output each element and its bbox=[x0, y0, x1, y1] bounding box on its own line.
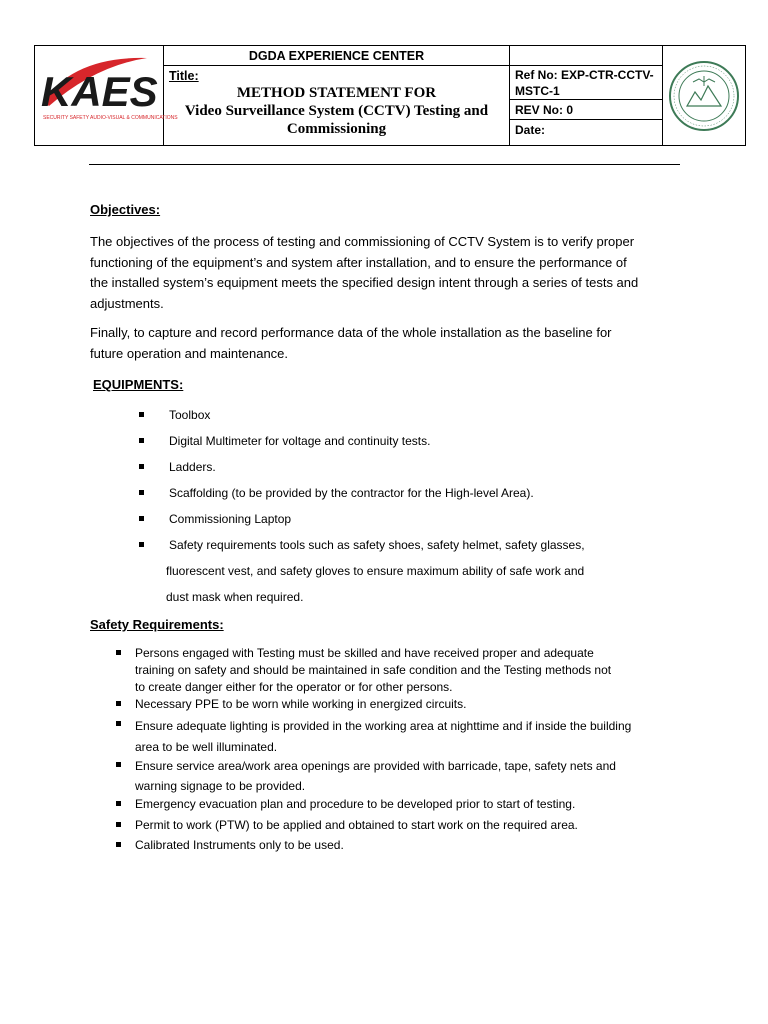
text-line: future operation and maintenance. bbox=[90, 345, 289, 361]
document-header-table bbox=[34, 45, 746, 146]
title-cell bbox=[164, 66, 509, 145]
text-line: the installed system’s equipment meets the specified design intent through a series of tests and bbox=[90, 275, 639, 290]
text-line: adjustments. bbox=[90, 295, 164, 311]
reference-column bbox=[509, 46, 747, 145]
text-line: The objectives of the process of testing and commissioning of CCTV System is to verify proper bbox=[90, 234, 635, 249]
objectives-heading: Objectives: bbox=[90, 202, 161, 217]
kaes-logo bbox=[35, 46, 178, 145]
bullet-icon bbox=[139, 438, 144, 443]
equipment-item: Safety requirements tools such as safety shoes, safety helmet, safety glasses, bbox=[169, 538, 585, 552]
logo-cell bbox=[35, 46, 178, 145]
bullet-icon bbox=[139, 490, 144, 495]
equipment-item-continuation: fluorescent vest, and safety gloves to ensure maximum ability of safe work and bbox=[166, 564, 585, 578]
ref-header-row bbox=[510, 46, 662, 66]
equipment-item: Commissioning Laptop bbox=[169, 512, 292, 526]
bullet-icon bbox=[116, 822, 121, 827]
bullet-icon bbox=[139, 516, 144, 521]
safety-item bbox=[135, 716, 631, 758]
safety-heading: Safety Requirements: bbox=[90, 617, 224, 632]
text-line: training on safety and should be maintained in safe condition and the Testing methods not bbox=[135, 663, 612, 677]
date-label: Date: bbox=[515, 123, 546, 137]
bullet-icon bbox=[116, 762, 121, 767]
main-title-line2: Video Surveillance System (CCTV) Testing and bbox=[184, 103, 489, 119]
text-line: to create danger either for the operator or for other persons. bbox=[135, 680, 453, 694]
text-line: warning signage to be provided. bbox=[135, 779, 306, 793]
seal-icon bbox=[663, 46, 745, 145]
ref-no-line2: MSTC-1 bbox=[515, 84, 560, 98]
ref-no-line1: Ref No: EXP-CTR-CCTV- bbox=[515, 68, 654, 82]
logo-tagline: SECURITY SAFETY AUDIO-VISUAL & COMMUNICATIONS bbox=[43, 115, 178, 121]
text-line: Ensure adequate lighting is provided in the working area at nighttime and if inside the building bbox=[135, 719, 632, 733]
ref-no bbox=[510, 66, 662, 100]
equipment-item: Ladders. bbox=[169, 460, 216, 474]
text-line: Persons engaged with Testing must be skilled and have received proper and adequate bbox=[135, 646, 594, 660]
bullet-icon bbox=[116, 701, 121, 706]
safety-item: Calibrated Instruments only to be used. bbox=[135, 838, 344, 852]
seal-cell bbox=[663, 46, 745, 145]
text-line: functioning of the equipment’s and system after installation, and to ensure the performance of bbox=[90, 254, 627, 270]
header-divider bbox=[89, 164, 680, 165]
safety-item: Necessary PPE to be worn while working in energized circuits. bbox=[135, 697, 467, 711]
center-title: DGDA EXPERIENCE CENTER bbox=[164, 46, 509, 66]
title-label: Title: bbox=[169, 69, 199, 83]
objectives-paragraph-1 bbox=[90, 232, 680, 314]
bullet-icon bbox=[139, 464, 144, 469]
equipment-item-continuation: dust mask when required. bbox=[166, 590, 304, 604]
safety-item: Permit to work (PTW) to be applied and obtained to start work on the required area. bbox=[135, 818, 578, 832]
safety-item: Emergency evacuation plan and procedure to be developed prior to start of testing. bbox=[135, 797, 576, 811]
logo-text: KAES bbox=[41, 68, 158, 115]
bullet-icon bbox=[139, 412, 144, 417]
bullet-icon bbox=[116, 842, 121, 847]
rev-no: REV No: 0 bbox=[510, 100, 662, 120]
equipments-heading: EQUIPMENTS: bbox=[93, 377, 184, 392]
main-title bbox=[164, 84, 509, 138]
text-line: Finally, to capture and record performance data of the whole installation as the baseline for bbox=[90, 325, 612, 340]
equipment-item: Toolbox bbox=[169, 408, 211, 422]
safety-item bbox=[135, 645, 611, 696]
bullet-icon bbox=[116, 801, 121, 806]
text-line: Ensure service area/work area openings are provided with barricade, tape, safety nets and bbox=[135, 759, 616, 773]
bullet-icon bbox=[116, 650, 121, 655]
equipment-item: Digital Multimeter for voltage and continuity tests. bbox=[169, 434, 431, 448]
main-title-line3: Commissioning bbox=[286, 121, 387, 137]
safety-item bbox=[135, 756, 616, 796]
main-title-line1: METHOD STATEMENT FOR bbox=[236, 85, 437, 101]
objectives-paragraph-2 bbox=[90, 323, 680, 364]
text-line: area to be well illuminated. bbox=[135, 740, 278, 754]
reference-box bbox=[509, 46, 663, 145]
equipment-item: Scaffolding (to be provided by the contractor for the High-level Area). bbox=[169, 486, 534, 500]
bullet-icon bbox=[139, 542, 144, 547]
bullet-icon bbox=[116, 721, 121, 726]
